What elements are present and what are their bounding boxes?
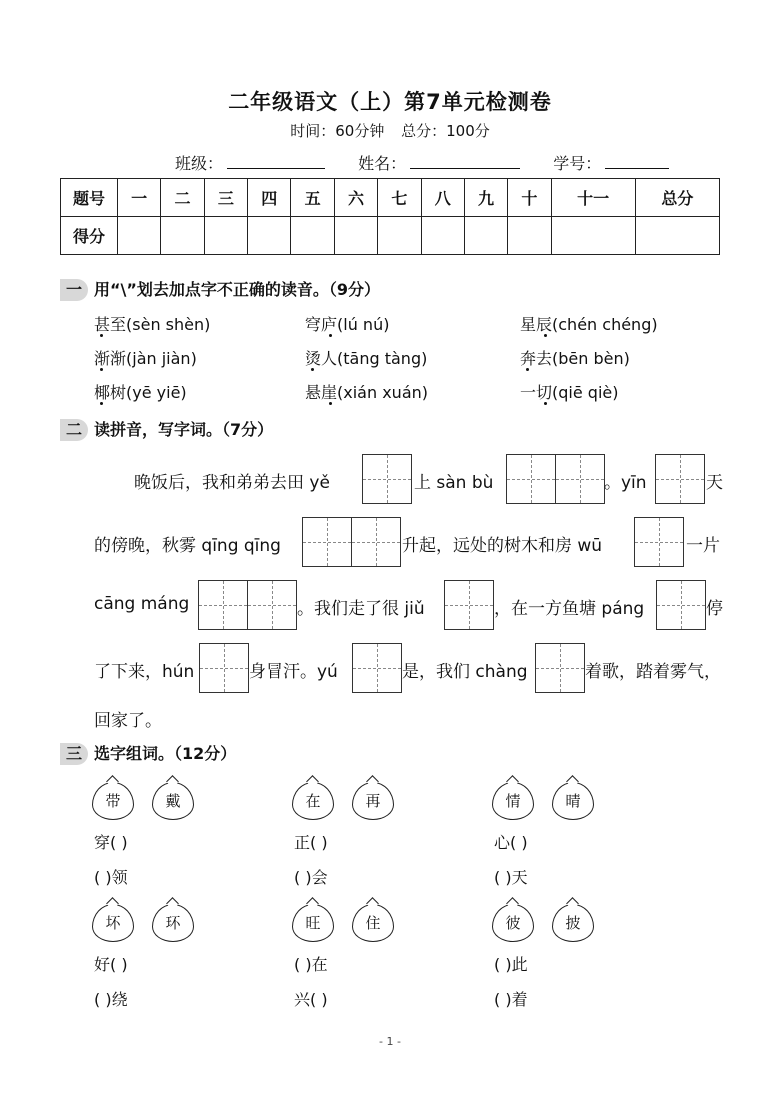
writing-box[interactable] [634, 517, 684, 567]
score-cell[interactable] [508, 217, 551, 255]
exam-meta [0, 120, 780, 141]
passage-text: 的傍晚，秋雾 qīng qīng [94, 536, 281, 556]
score-cell[interactable] [291, 217, 334, 255]
page-number: - 1 - [379, 1035, 401, 1048]
fill-blank[interactable]: 心( ) [494, 833, 528, 852]
passage-text: 。yīn [604, 473, 647, 493]
fill-blank[interactable]: ( )此 [494, 955, 528, 974]
passage-text: 一片 [686, 536, 720, 556]
score-table-header-row [61, 179, 720, 217]
score-cell[interactable] [204, 217, 247, 255]
score-cell[interactable] [551, 217, 635, 255]
table-cell: 六 [334, 179, 377, 217]
passage-text: 回家了。 [94, 711, 162, 731]
writing-box[interactable] [352, 643, 402, 693]
score-table [60, 178, 720, 255]
pinyin-item[interactable]: 星辰(chén chéng) [520, 312, 658, 335]
table-cell: 八 [421, 179, 464, 217]
section-3-heading [60, 741, 236, 765]
writing-box[interactable] [535, 643, 585, 693]
id-label: 学号： [553, 154, 602, 173]
score-cell[interactable] [248, 217, 291, 255]
pinyin-item[interactable]: 奔去(bēn bèn) [520, 346, 630, 369]
pinyin-item[interactable]: 一切(qiē qiè) [520, 380, 618, 403]
fill-blank[interactable]: ( )领 [94, 868, 128, 887]
fill-blank[interactable]: 兴( ) [294, 990, 328, 1009]
pinyin-item[interactable]: 穹庐(lú nú) [305, 312, 389, 335]
section-title: 读拼音，写字词。（7分） [94, 420, 274, 439]
writing-box[interactable] [506, 454, 605, 504]
character-leaf[interactable]: 再 [352, 782, 394, 820]
name-label: 姓名： [358, 154, 407, 173]
character-leaf[interactable]: 彼 [492, 904, 534, 942]
pinyin-item[interactable]: 甚至(sèn shèn) [94, 312, 210, 335]
id-field[interactable] [605, 154, 669, 169]
table-cell: 得分 [61, 217, 118, 255]
table-cell: 一 [118, 179, 161, 217]
fill-blank[interactable]: ( )着 [494, 990, 528, 1009]
table-cell: 五 [291, 179, 334, 217]
table-cell: 十 [508, 179, 551, 217]
score-cell[interactable] [161, 217, 204, 255]
emphasis-dot [100, 334, 103, 337]
section-2-heading [60, 417, 273, 441]
table-cell: 题号 [61, 179, 118, 217]
writing-box[interactable] [444, 580, 494, 630]
passage-text: 晚饭后，我和弟弟去田 yě [134, 473, 330, 493]
emphasis-dot [526, 368, 529, 371]
writing-box[interactable] [362, 454, 412, 504]
page-title: 二年级语文（上）第7单元检测卷 [228, 90, 552, 114]
passage-text: 上 sàn bù [414, 473, 494, 493]
character-leaf[interactable]: 情 [492, 782, 534, 820]
section-1-heading [60, 277, 380, 301]
character-leaf[interactable]: 在 [292, 782, 334, 820]
writing-box[interactable] [302, 517, 401, 567]
emphasis-dot [544, 402, 547, 405]
passage-text: 升起，远处的树木和房 wū [402, 536, 603, 556]
writing-box[interactable] [199, 643, 249, 693]
character-leaf[interactable]: 环 [152, 904, 194, 942]
writing-box[interactable] [656, 580, 706, 630]
table-cell: 二 [161, 179, 204, 217]
character-leaf[interactable]: 晴 [552, 782, 594, 820]
section-number: 一 [60, 279, 88, 301]
passage-text: 着歌，踏着雾气， [585, 662, 721, 682]
emphasis-dot [100, 368, 103, 371]
character-leaf[interactable]: 带 [92, 782, 134, 820]
passage-text: 是，我们 chàng [402, 662, 528, 682]
pinyin-item[interactable]: 烫人(tāng tàng) [305, 346, 427, 369]
table-cell: 总分 [635, 179, 719, 217]
fill-blank[interactable]: ( )天 [494, 868, 528, 887]
section-number: 二 [60, 419, 88, 441]
class-label: 班级： [175, 154, 224, 173]
score-cell[interactable] [118, 217, 161, 255]
score-cell[interactable] [421, 217, 464, 255]
table-cell: 四 [248, 179, 291, 217]
fill-blank[interactable]: ( )会 [294, 868, 328, 887]
fill-blank[interactable]: 穿( ) [94, 833, 128, 852]
pinyin-item[interactable]: 悬崖(xián xuán) [305, 380, 428, 403]
exam-total: 总分：100分 [401, 122, 490, 140]
fill-blank[interactable]: ( )绕 [94, 990, 128, 1009]
passage-text: 。我们走了很 jiǔ [297, 599, 425, 619]
passage-text: 了下来，hún [94, 662, 195, 682]
fill-blank[interactable]: ( )在 [294, 955, 328, 974]
passage-text: 天 [706, 473, 723, 493]
student-info [175, 151, 669, 174]
passage-text: ，在一方鱼塘 páng [494, 599, 645, 619]
section-title: 选字组词。（12分） [94, 744, 237, 763]
score-table-score-row [61, 217, 720, 255]
section-title: 用“\”划去加点字不正确的读音。（9分） [94, 280, 381, 299]
writing-box[interactable] [198, 580, 297, 630]
exam-time: 时间：60分钟 [290, 122, 385, 140]
passage-text: cāng máng [94, 594, 190, 614]
pinyin-item[interactable]: 渐渐(jàn jiàn) [94, 346, 197, 369]
passage-text: 停 [706, 599, 723, 619]
table-cell: 九 [464, 179, 507, 217]
table-cell: 七 [378, 179, 421, 217]
emphasis-dot [100, 402, 103, 405]
class-field[interactable] [227, 154, 325, 169]
section-number: 三 [60, 743, 88, 765]
table-cell: 十一 [551, 179, 635, 217]
score-cell[interactable] [464, 217, 507, 255]
table-cell: 三 [204, 179, 247, 217]
character-leaf[interactable]: 戴 [152, 782, 194, 820]
score-cell[interactable] [334, 217, 377, 255]
name-field[interactable] [410, 154, 520, 169]
character-leaf[interactable]: 披 [552, 904, 594, 942]
emphasis-dot [544, 334, 547, 337]
score-cell[interactable] [378, 217, 421, 255]
score-cell[interactable] [635, 217, 719, 255]
character-leaf[interactable]: 住 [352, 904, 394, 942]
fill-blank[interactable]: 正( ) [294, 833, 328, 852]
pinyin-item[interactable]: 椰树(yē yiē) [94, 380, 187, 403]
emphasis-dot [329, 402, 332, 405]
emphasis-dot [329, 334, 332, 337]
passage-text: 身冒汗。yú [249, 662, 338, 682]
fill-blank[interactable]: 好( ) [94, 955, 128, 974]
writing-box[interactable] [655, 454, 705, 504]
character-leaf[interactable]: 旺 [292, 904, 334, 942]
emphasis-dot [311, 368, 314, 371]
character-leaf[interactable]: 坏 [92, 904, 134, 942]
